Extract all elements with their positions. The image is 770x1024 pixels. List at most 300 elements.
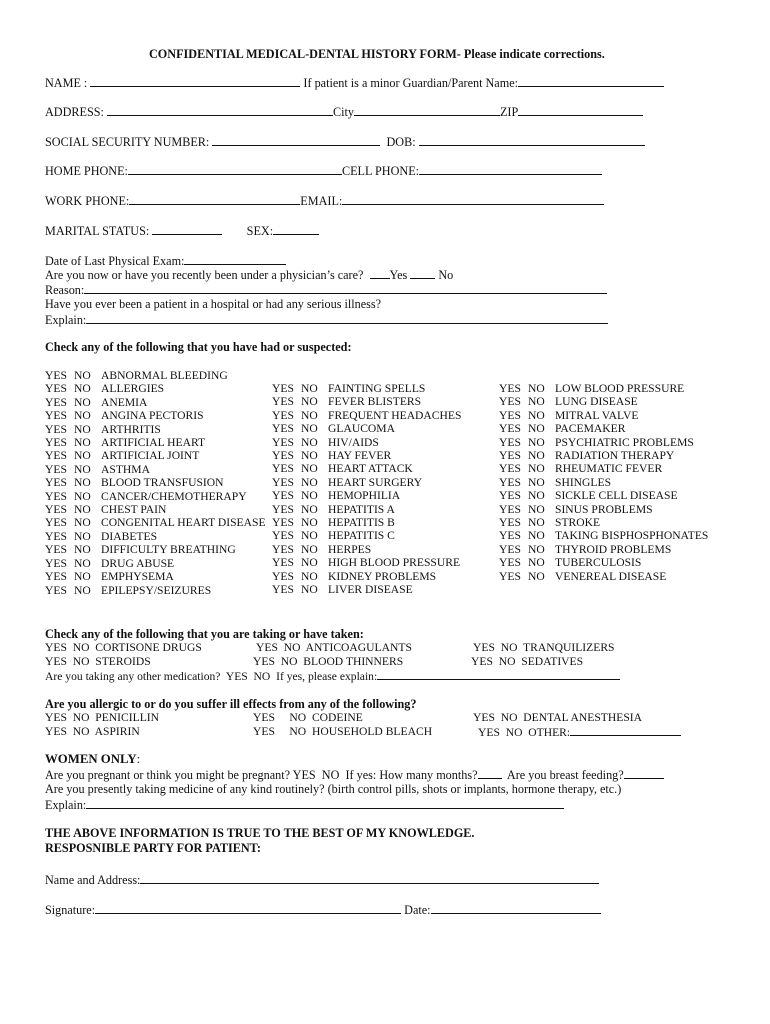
work-phone-field[interactable] (129, 193, 300, 205)
no-option[interactable]: NO (74, 583, 91, 597)
condition-label: ARTHRITIS (101, 422, 161, 436)
physician-yes-field[interactable] (370, 267, 390, 279)
yes-option[interactable]: YES (45, 529, 67, 543)
dob-field[interactable] (419, 134, 645, 146)
condition-label: ARTIFICIAL JOINT (101, 449, 200, 463)
name-field[interactable] (90, 75, 300, 87)
medication-item: BLOOD THINNERS (303, 655, 404, 668)
yes-option[interactable]: YES (45, 516, 67, 530)
women-heading-colon: : (136, 752, 141, 766)
physician-no-label: No (438, 268, 454, 282)
condition-label: SHINGLES (555, 475, 612, 489)
no-option[interactable]: NO (301, 435, 318, 449)
medication-row[interactable]: YES NO ANTICOAGULANTS (256, 641, 412, 654)
yes-option[interactable]: YES (499, 462, 521, 476)
condition-row[interactable] (499, 382, 708, 395)
yes-option[interactable]: YES (499, 502, 521, 516)
condition-row[interactable] (272, 476, 461, 489)
condition-row[interactable] (499, 543, 708, 556)
zip-field[interactable] (518, 104, 643, 116)
women-heading: WOMEN ONLY (45, 752, 137, 766)
condition-row[interactable] (272, 543, 461, 556)
condition-row[interactable] (45, 570, 266, 583)
no-option[interactable]: NO (74, 570, 91, 584)
condition-label: HEMOPHILIA (328, 489, 401, 503)
women-heading-row (45, 752, 140, 766)
yes-option[interactable]: YES (45, 583, 67, 597)
medication-item: STEROIDS (95, 655, 151, 668)
condition-row[interactable] (499, 503, 708, 516)
explain-row (45, 312, 608, 327)
condition-label: DIABETES (101, 529, 158, 543)
condition-row[interactable] (272, 489, 461, 502)
yes-option[interactable]: YES (272, 449, 294, 463)
condition-label: HEART SURGERY (328, 475, 423, 489)
allergy-row[interactable]: YES NO PENICILLIN (45, 711, 160, 724)
last-exam-label: Date of Last Physical Exam: (45, 254, 185, 268)
yes-option[interactable]: YES (45, 489, 67, 503)
allergy-row[interactable]: YES NO ASPIRIN (45, 725, 140, 738)
no-option[interactable]: NO (301, 516, 318, 530)
yes-option[interactable]: YES (272, 382, 294, 395)
yes-option[interactable]: YES (272, 422, 294, 436)
condition-row[interactable] (272, 529, 461, 542)
condition-label: LOW BLOOD PRESSURE (555, 382, 685, 395)
condition-label: PSYCHIATRIC PROBLEMS (555, 435, 694, 449)
allergies-heading: Are you allergic to or do you suffer ill effects from any of the following? (45, 697, 417, 711)
yes-option[interactable]: YES (499, 569, 521, 583)
pregnant-question: Are you pregnant or think you might be pregnant? (45, 768, 291, 782)
no-option[interactable]: NO (528, 435, 545, 449)
condition-row[interactable] (499, 489, 708, 502)
name-label: NAME : (45, 76, 88, 90)
allergy-item: HOUSEHOLD BLEACH (311, 725, 433, 738)
yes-option[interactable]: YES (45, 369, 67, 382)
other-medication-explain-label: If yes, please explain: (276, 670, 378, 683)
email-field[interactable] (342, 193, 604, 205)
condition-row[interactable] (45, 543, 266, 556)
no-option[interactable]: NO (301, 569, 318, 583)
home-phone-label: HOME PHONE: (45, 164, 128, 178)
condition-label: ABNORMAL BLEEDING (101, 369, 228, 382)
yes-option[interactable]: YES (45, 543, 67, 557)
yes-option[interactable]: YES (45, 449, 67, 463)
condition-label: HEPATITIS A (328, 502, 395, 516)
condition-row[interactable] (499, 462, 708, 475)
responsible-party-line: RESPOSNIBLE PARTY FOR PATIENT: (45, 841, 261, 855)
condition-label: VENEREAL DISEASE (555, 569, 667, 583)
condition-label: EPILEPSY/SEIZURES (101, 583, 212, 597)
date-label: Date: (404, 903, 431, 917)
yes-option[interactable]: YES (45, 436, 67, 450)
condition-label: KIDNEY PROBLEMS (328, 569, 437, 583)
condition-label: TUBERCULOSIS (555, 556, 642, 570)
condition-row[interactable] (499, 476, 708, 489)
condition-label: LUNG DISEASE (555, 395, 638, 409)
condition-label: FEVER BLISTERS (328, 395, 422, 409)
condition-label: THYROID PROBLEMS (555, 542, 672, 556)
medication-item: CORTISONE DRUGS (95, 641, 202, 654)
conditions-column-2 (272, 382, 461, 597)
zip-label: ZIP (499, 105, 519, 119)
condition-row[interactable] (45, 490, 266, 503)
condition-label: EMPHYSEMA (101, 570, 174, 584)
condition-row[interactable] (272, 570, 461, 583)
no-option[interactable]: NO (74, 503, 91, 517)
physician-question: Are you now or have you recently been under a physician’s care? (45, 268, 364, 282)
medication-item: SEDATIVES (521, 655, 584, 668)
yes-option[interactable]: YES (45, 556, 67, 570)
no-option[interactable]: NO (74, 462, 91, 476)
no-option[interactable]: NO (301, 395, 318, 409)
yes-option[interactable]: YES (272, 435, 294, 449)
women-explain-field[interactable] (86, 797, 564, 809)
marital-row (45, 223, 319, 238)
cell-phone-field[interactable] (419, 163, 602, 175)
no-option[interactable]: NO (301, 556, 318, 570)
yes-option[interactable]: YES (499, 382, 521, 395)
condition-label: GLAUCOMA (328, 422, 395, 436)
yes-option[interactable]: YES (45, 422, 67, 436)
other-medication-field[interactable] (377, 669, 620, 680)
ssn-row (45, 134, 645, 149)
no-option[interactable]: NO (301, 422, 318, 436)
months-field[interactable] (478, 767, 502, 779)
condition-row[interactable] (45, 396, 266, 409)
no-option[interactable]: NO (528, 475, 545, 489)
condition-label: FREQUENT HEADACHES (328, 408, 462, 422)
yes-option[interactable]: YES (499, 395, 521, 409)
condition-row[interactable] (499, 556, 708, 569)
no-option[interactable]: NO (301, 583, 318, 597)
allergy-row[interactable]: YES NO CODEINE (253, 711, 363, 724)
physician-yes-label: Yes (389, 268, 408, 282)
yes-option[interactable]: YES (499, 408, 521, 422)
yes-option[interactable]: YES (499, 529, 521, 543)
home-phone-row (45, 163, 602, 178)
city-label: City (332, 105, 354, 119)
signature-label: Signature: (45, 903, 96, 917)
explain-label: Explain: (45, 313, 87, 327)
yes-option[interactable]: YES (272, 502, 294, 516)
yes-option[interactable]: YES (45, 476, 67, 490)
no-option[interactable]: NO (301, 542, 318, 556)
no-option[interactable]: NO (528, 529, 545, 543)
yes-option[interactable]: YES (499, 556, 521, 570)
medicine-question: Are you presently taking medicine of any kind routinely? (birth control pills, shots or implants, hormone therapy, etc.) (45, 782, 622, 796)
allergy-row[interactable]: YES NO HOUSEHOLD BLEACH (253, 725, 433, 738)
last-exam-field[interactable] (184, 253, 286, 265)
yes-option[interactable]: YES (499, 422, 521, 436)
condition-row[interactable] (45, 369, 266, 382)
condition-label: MITRAL VALVE (555, 408, 639, 422)
guardian-field[interactable] (518, 75, 664, 87)
no-option[interactable]: NO (74, 516, 91, 530)
no-option[interactable]: NO (74, 476, 91, 490)
women-explain-row (45, 797, 564, 812)
no-option[interactable]: NO (528, 422, 545, 436)
condition-label: HIGH BLOOD PRESSURE (328, 556, 461, 570)
allergy-other-field[interactable] (570, 725, 681, 736)
condition-label: RADIATION THERAPY (555, 449, 675, 463)
condition-row[interactable] (45, 382, 266, 395)
address-label: ADDRESS: (45, 105, 104, 119)
condition-row[interactable] (45, 516, 266, 529)
yes-option[interactable]: YES (499, 475, 521, 489)
sex-label: SEX: (246, 224, 274, 238)
allergy-item: OTHER: (528, 726, 571, 739)
condition-row[interactable] (499, 449, 708, 462)
yes-option[interactable]: YES (272, 408, 294, 422)
no-option[interactable]: NO (528, 489, 545, 503)
medications-heading: Check any of the following that you are taking or have taken: (45, 627, 364, 641)
no-option[interactable]: NO (528, 569, 545, 583)
no-option[interactable]: NO (301, 382, 318, 395)
allergy-item: DENTAL ANESTHESIA (523, 711, 643, 724)
yes-option[interactable]: YES (45, 462, 67, 476)
condition-label: CANCER/CHEMOTHERAPY (101, 489, 247, 503)
medication-row[interactable]: YES NO SEDATIVES (471, 655, 584, 668)
condition-label: TAKING BISPHOSPHONATES (555, 529, 709, 543)
reason-row (45, 282, 607, 297)
condition-row[interactable] (272, 395, 461, 408)
ssn-field[interactable] (212, 134, 380, 146)
no-option[interactable]: NO (301, 502, 318, 516)
yes-option[interactable]: YES (499, 435, 521, 449)
condition-label: HAY FEVER (328, 449, 392, 463)
condition-row[interactable] (45, 423, 266, 436)
allergy-item: PENICILLIN (95, 711, 160, 724)
condition-row[interactable] (272, 382, 461, 395)
no-option[interactable]: NO (74, 382, 91, 396)
condition-row[interactable] (45, 530, 266, 543)
conditions-column-3 (499, 382, 708, 583)
no-option[interactable]: NO (528, 382, 545, 395)
yes-option[interactable]: YES (272, 556, 294, 570)
no-option[interactable]: NO (74, 556, 91, 570)
form-title: CONFIDENTIAL MEDICAL-DENTAL HISTORY FORM- Please indicate corrections. (149, 47, 605, 61)
condition-label: DRUG ABUSE (101, 556, 175, 570)
no-option[interactable]: NO (74, 436, 91, 450)
no-option[interactable]: NO (301, 449, 318, 463)
condition-label: SICKLE CELL DISEASE (555, 489, 678, 503)
no-option[interactable]: NO (74, 422, 91, 436)
no-option[interactable]: NO (528, 462, 545, 476)
last-exam-row (45, 253, 286, 268)
yes-option[interactable]: YES (499, 449, 521, 463)
condition-row[interactable] (272, 556, 461, 569)
condition-row[interactable] (272, 449, 461, 462)
conditions-column-1 (45, 369, 266, 597)
name-address-label: Name and Address: (45, 873, 141, 887)
no-option[interactable]: NO (528, 408, 545, 422)
yes-option[interactable]: YES (45, 570, 67, 584)
no-option[interactable]: NO (74, 395, 91, 409)
other-medication-question: Are you taking any other medication? (45, 670, 221, 683)
pregnant-row (45, 767, 664, 782)
no-option[interactable]: NO (74, 529, 91, 543)
condition-row[interactable] (45, 584, 266, 597)
no-option[interactable]: NO (74, 369, 91, 382)
sex-field[interactable] (273, 223, 319, 235)
condition-label: BLOOD TRANSFUSION (101, 476, 224, 490)
condition-label: ANGINA PECTORIS (101, 409, 204, 423)
no-option[interactable]: NO (528, 556, 545, 570)
condition-label: PACEMAKER (555, 422, 626, 436)
condition-row[interactable] (272, 422, 461, 435)
yes-option[interactable]: YES (272, 569, 294, 583)
medication-row[interactable]: YES NO CORTISONE DRUGS (45, 641, 202, 654)
name-address-field[interactable] (140, 872, 599, 884)
condition-label: RHEUMATIC FEVER (555, 462, 663, 476)
condition-row[interactable] (499, 422, 708, 435)
allergy-row[interactable]: YES NO OTHER: (478, 725, 681, 739)
no-option[interactable]: NO (528, 449, 545, 463)
reason-field[interactable] (84, 282, 607, 294)
condition-row[interactable] (499, 529, 708, 542)
marital-label: MARITAL STATUS: (45, 224, 150, 238)
no-option[interactable]: NO (528, 516, 545, 530)
condition-row[interactable] (45, 463, 266, 476)
medication-item: TRANQUILIZERS (523, 641, 615, 654)
condition-label: DIFFICULTY BREATHING (101, 543, 236, 557)
yes-option[interactable]: YES (272, 542, 294, 556)
condition-row[interactable] (272, 409, 461, 422)
yes-option[interactable]: YES (499, 542, 521, 556)
condition-label: HEPATITIS C (328, 529, 395, 543)
no-option[interactable]: NO (301, 408, 318, 422)
other-medication-yes-no[interactable]: YES NO (225, 670, 271, 683)
allergy-item: CODEINE (311, 711, 363, 724)
condition-label: ARTIFICIAL HEART (101, 436, 206, 450)
yes-option[interactable]: YES (272, 489, 294, 503)
condition-row[interactable] (45, 476, 266, 489)
condition-row[interactable] (45, 436, 266, 449)
condition-label: CHEST PAIN (101, 503, 167, 517)
condition-label: SINUS PROBLEMS (555, 502, 653, 516)
yes-option[interactable]: YES (272, 462, 294, 476)
address-row (45, 104, 643, 119)
condition-row[interactable] (499, 570, 708, 583)
breast-feeding-field[interactable] (624, 767, 664, 779)
yes-option[interactable]: YES (499, 516, 521, 530)
work-phone-row (45, 193, 604, 208)
physician-row (45, 267, 453, 282)
breast-feeding-label: Are you breast feeding? (506, 768, 624, 782)
signature-row (45, 902, 601, 917)
condition-row[interactable] (272, 583, 461, 596)
allergy-item: ASPIRIN (94, 725, 140, 738)
medication-row[interactable]: YES NO TRANQUILIZERS (473, 641, 615, 654)
condition-label: ANEMIA (101, 395, 148, 409)
condition-row[interactable] (45, 449, 266, 462)
no-option[interactable]: NO (301, 462, 318, 476)
yes-option[interactable]: YES (272, 395, 294, 409)
condition-row[interactable] (45, 503, 266, 516)
name-row (45, 75, 664, 90)
yes-option[interactable]: YES (272, 475, 294, 489)
no-option[interactable]: NO (301, 475, 318, 489)
condition-row[interactable] (272, 516, 461, 529)
guardian-label: If patient is a minor Guardian/Parent Name: (303, 76, 518, 90)
no-option[interactable]: NO (528, 542, 545, 556)
condition-label: HIV/AIDS (328, 435, 379, 449)
marital-field[interactable] (152, 223, 222, 235)
condition-label: LIVER DISEASE (328, 583, 413, 597)
no-option[interactable]: NO (74, 449, 91, 463)
yes-option[interactable]: YES (499, 489, 521, 503)
address-field[interactable] (107, 104, 333, 116)
date-field[interactable] (431, 902, 601, 914)
condition-label: HEPATITIS B (328, 516, 395, 530)
condition-label: ALLERGIES (101, 382, 165, 396)
condition-row[interactable] (499, 395, 708, 408)
yes-option[interactable]: YES (45, 382, 67, 396)
condition-row[interactable] (45, 557, 266, 570)
condition-label: HERPES (328, 542, 372, 556)
no-option[interactable]: NO (74, 489, 91, 503)
condition-label: STROKE (555, 516, 601, 530)
work-phone-label: WORK PHONE: (45, 194, 130, 208)
condition-row[interactable] (45, 409, 266, 422)
no-option[interactable]: NO (528, 395, 545, 409)
yes-option[interactable]: YES (45, 503, 67, 517)
city-field[interactable] (354, 104, 500, 116)
yes-option[interactable]: YES (272, 583, 294, 597)
hospital-question: Have you ever been a patient in a hospital or had any serious illness? (45, 297, 382, 311)
condition-row[interactable] (272, 503, 461, 516)
women-explain-label: Explain: (45, 798, 87, 812)
name-address-row (45, 872, 599, 887)
condition-label: FAINTING SPELLS (328, 382, 426, 395)
months-label: If yes: How many months? (345, 768, 478, 782)
physician-no-field[interactable] (410, 267, 435, 279)
no-option[interactable]: NO (74, 543, 91, 557)
explain-field[interactable] (86, 312, 608, 324)
cell-phone-label: CELL PHONE: (341, 164, 420, 178)
pregnant-yes-no[interactable]: YES NO (292, 768, 340, 782)
condition-row[interactable] (499, 436, 708, 449)
no-option[interactable]: NO (301, 529, 318, 543)
dob-label: DOB: (386, 135, 416, 149)
condition-label: HEART ATTACK (328, 462, 413, 476)
home-phone-field[interactable] (128, 163, 342, 175)
condition-label: CONGENITAL HEART DISEASE (101, 516, 266, 530)
no-option[interactable]: NO (74, 409, 91, 423)
condition-row[interactable] (272, 462, 461, 475)
other-medication-row (45, 669, 620, 683)
yes-option[interactable]: YES (45, 409, 67, 423)
no-option[interactable]: NO (528, 502, 545, 516)
yes-option[interactable]: YES (45, 395, 67, 409)
condition-row[interactable] (499, 409, 708, 422)
condition-row[interactable] (272, 436, 461, 449)
medication-row[interactable]: YES NO BLOOD THINNERS (253, 655, 404, 668)
allergy-row[interactable]: YES NO DENTAL ANESTHESIA (473, 711, 643, 724)
yes-option[interactable]: YES (272, 529, 294, 543)
yes-option[interactable]: YES (272, 516, 294, 530)
conditions-heading: Check any of the following that you have had or suspected: (45, 340, 352, 354)
ssn-label: SOCIAL SECURITY NUMBER: (45, 135, 210, 149)
no-option[interactable]: NO (301, 489, 318, 503)
email-label: EMAIL: (300, 194, 343, 208)
condition-label: ASTHMA (101, 462, 150, 476)
condition-row[interactable] (499, 516, 708, 529)
attestation-line: THE ABOVE INFORMATION IS TRUE TO THE BEST OF MY KNOWLEDGE. (45, 826, 475, 840)
signature-field[interactable] (95, 902, 401, 914)
medication-row[interactable]: YES NO STEROIDS (45, 655, 151, 668)
medication-item: ANTICOAGULANTS (305, 641, 412, 654)
